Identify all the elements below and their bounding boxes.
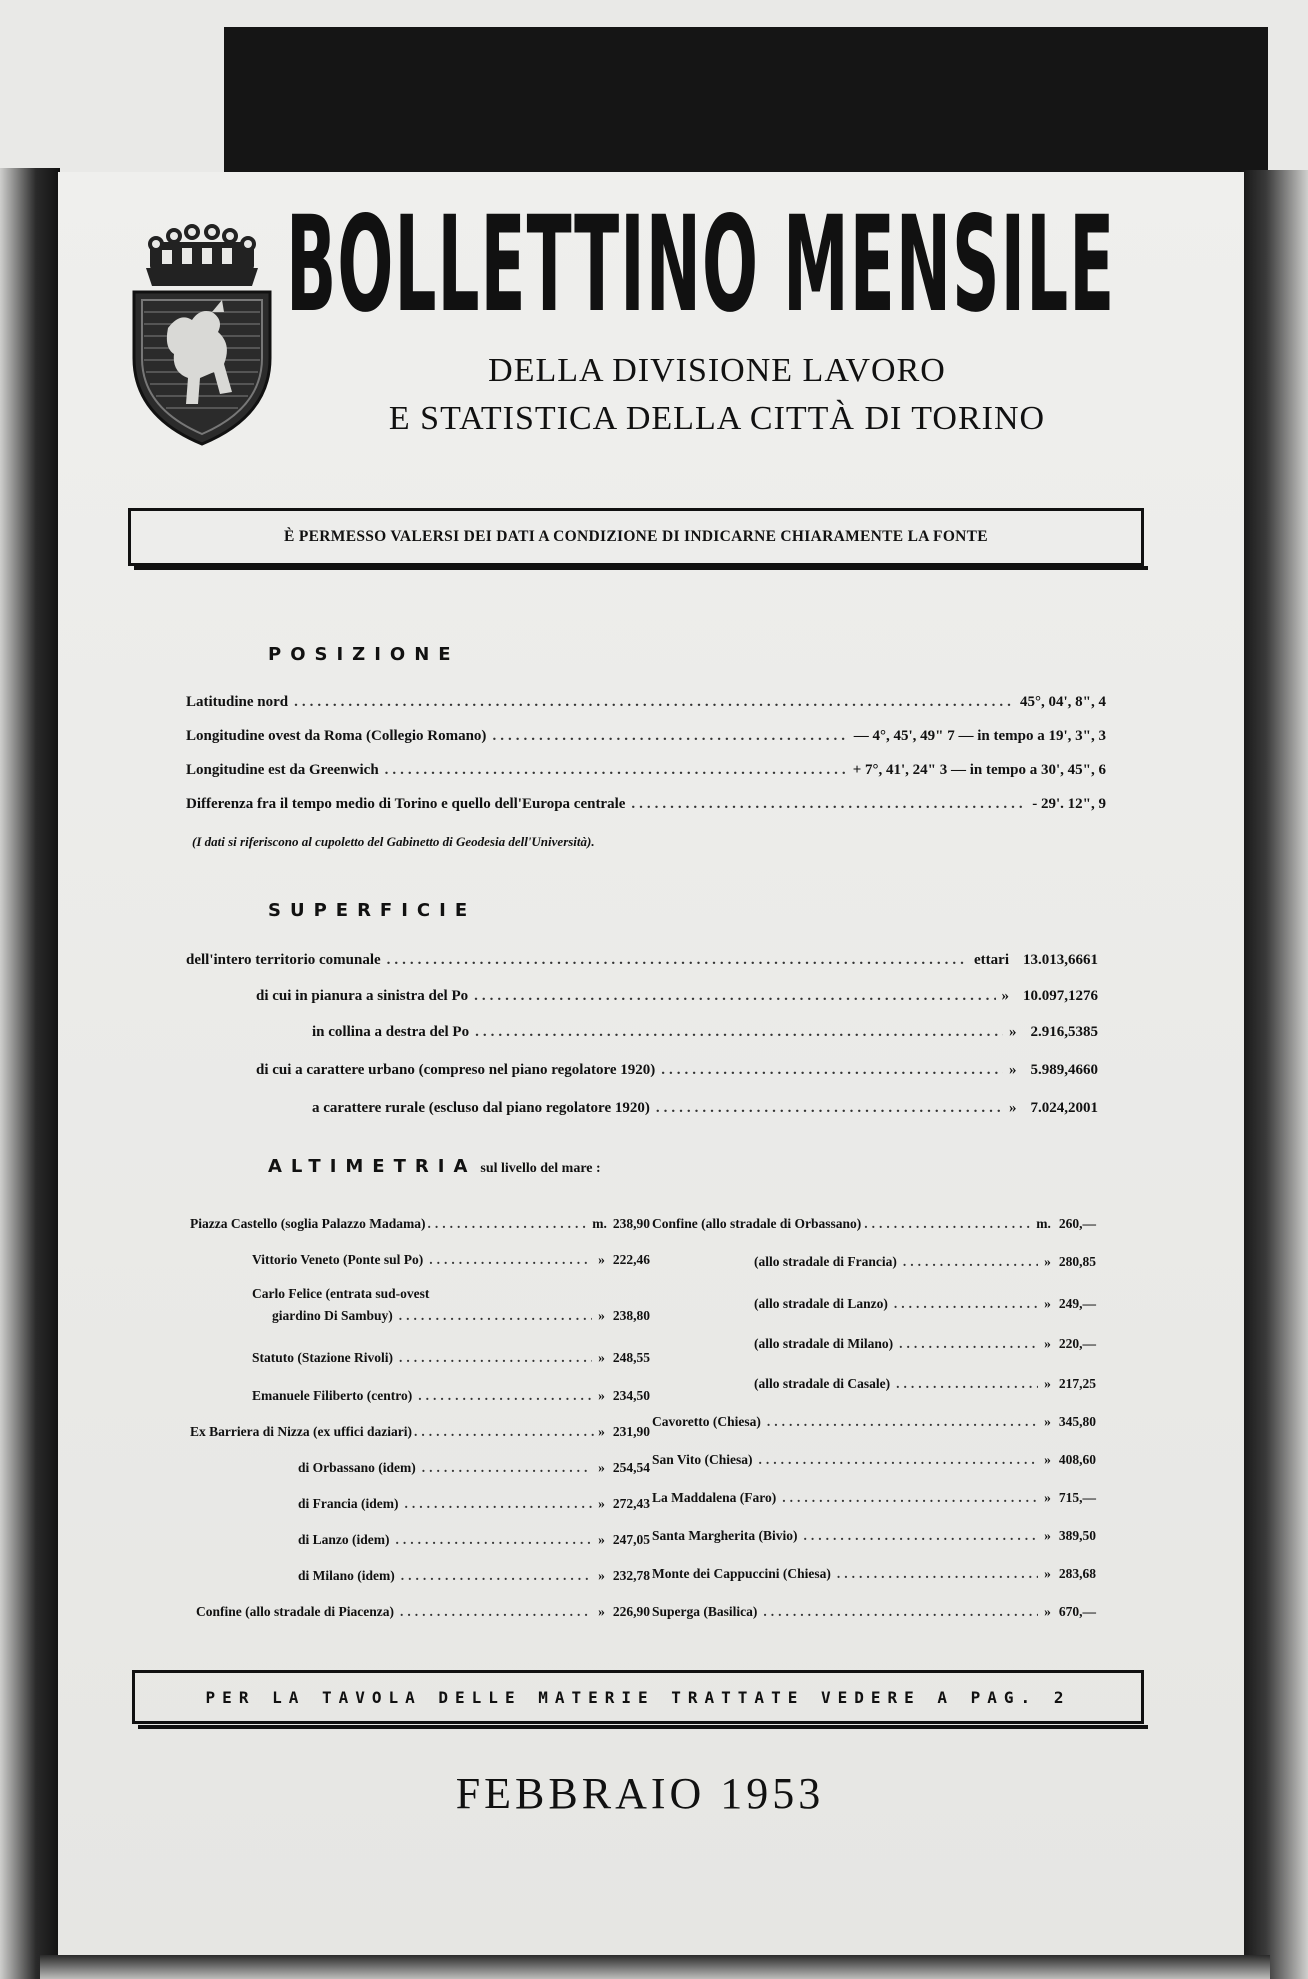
- posizione-row: Longitudine est da Greenwich ..... + 7°, 41', 24" 3 — in tempo a 30', 45", 6: [186, 762, 1106, 779]
- posizione-row: Differenza fra il tempo medio di Torino e quello dell'Europa centrale ..... - 29'. 12", 9: [186, 796, 1106, 813]
- altimetria-left-row: giardino Di Sambuy) ..... » 238,80: [272, 1308, 650, 1324]
- posizione-row: Latitudine nord ..... 45°, 04', 8", 4: [186, 694, 1106, 711]
- section-heading-posizione: POSIZIONE: [268, 644, 460, 665]
- scan-dark-border-right: [1238, 170, 1308, 1979]
- altimetria-subheading: sul livello del mare :: [480, 1161, 601, 1176]
- altimetria-right-row: Cavoretto (Chiesa) ..... » 345,80: [652, 1414, 1096, 1430]
- altimetria-right-row: Monte dei Cappuccini (Chiesa) ..... » 283,68: [652, 1566, 1096, 1582]
- superficie-row: di cui in pianura a sinistra del Po ..... » 10.097,1276: [256, 988, 1098, 1005]
- posizione-note: (I dati si riferiscono al cupoletto del Gabinetto di Geodesia dell'Università).: [192, 834, 595, 849]
- altimetria-left-row: di Lanzo (idem) ..... » 247,05: [298, 1532, 650, 1548]
- coat-of-arms-icon: [128, 208, 276, 448]
- altimetria-left-row: di Milano (idem) ..... » 232,78: [298, 1568, 650, 1584]
- subtitle-line-2: E STATISTICA DELLA CITTÀ DI TORINO: [388, 400, 1046, 437]
- subtitle-line-1: DELLA DIVISIONE LAVORO: [488, 352, 946, 389]
- section-heading-altimetria: ALTIMETRIA: [268, 1156, 477, 1177]
- superficie-row: in collina a destra del Po ..... » 2.916,5385: [312, 1024, 1098, 1041]
- altimetria-right-row: (allo stradale di Lanzo) ..... » 249,—: [754, 1296, 1096, 1312]
- superficie-row: di cui a carattere urbano (compreso nel piano regolatore 1920) ..... » 5.989,4660: [256, 1062, 1098, 1079]
- altimetria-right-row: (allo stradale di Casale) ..... » 217,25: [754, 1376, 1096, 1392]
- issue-date: FEBBRAIO 1953: [455, 1769, 825, 1818]
- posizione-row: Longitudine ovest da Roma (Collegio Romano) ..... — 4°, 45', 49" 7 — in tempo a 19', 3", 3: [186, 728, 1106, 745]
- scan-dark-border-bottom: [40, 1955, 1270, 1979]
- usage-notice-box: [128, 508, 1144, 566]
- altimetria-left-row: di Francia (idem) ..... » 272,43: [298, 1496, 650, 1512]
- altimetria-right-row: San Vito (Chiesa) ..... » 408,60: [652, 1452, 1096, 1468]
- bulletin-title: BOLLETTINO MENSILE: [286, 188, 1116, 342]
- altimetria-left-row: Confine (allo stradale di Piacenza) ..... » 226,90: [196, 1604, 650, 1620]
- superficie-row: a carattere rurale (escluso dal piano regolatore 1920) ..... » 7.024,2001: [312, 1100, 1098, 1117]
- altimetria-left-row: Carlo Felice (entrata sud-ovest: [252, 1286, 430, 1301]
- altimetria-right-row: Santa Margherita (Bivio) ..... » 389,50: [652, 1528, 1096, 1544]
- scan-dark-border-top: [224, 27, 1268, 177]
- table-of-contents-notice-box: [132, 1670, 1144, 1724]
- superficie-row: dell'intero territorio comunale ..... ettari 13.013,6661: [186, 952, 1098, 969]
- scan-dark-border-left: [0, 168, 60, 1979]
- altimetria-left-row: Piazza Castello (soglia Palazzo Madama) ..... m. 238,90: [190, 1216, 650, 1232]
- table-of-contents-notice-text: PER LA TAVOLA DELLE MATERIE TRATTATE VEDERE A PAG. 2: [205, 1687, 1071, 1707]
- section-heading-altimetria-group: [268, 1156, 601, 1177]
- section-heading-superficie: SUPERFICIE: [268, 900, 477, 921]
- altimetria-right-row: (allo stradale di Francia) ..... » 280,85: [754, 1254, 1096, 1270]
- altimetria-right-row: La Maddalena (Faro) ..... » 715,—: [652, 1490, 1096, 1506]
- altimetria-right-row: Confine (allo stradale di Orbassano) ..... m. 260,—: [652, 1216, 1096, 1232]
- altimetria-left-row: Emanuele Filiberto (centro) ..... » 234,50: [252, 1388, 650, 1404]
- altimetria-left-row: Statuto (Stazione Rivoli) ..... » 248,55: [252, 1350, 650, 1366]
- altimetria-left-row: Vittorio Veneto (Ponte sul Po) ..... » 222,46: [252, 1252, 650, 1268]
- usage-notice-text: È PERMESSO VALERSI DEI DATI A CONDIZIONE DI INDICARNE CHIARAMENTE LA FONTE: [284, 528, 988, 545]
- altimetria-left-row: di Orbassano (idem) ..... » 254,54: [298, 1460, 650, 1476]
- altimetria-right-row: Superga (Basilica) ..... » 670,—: [652, 1604, 1096, 1620]
- altimetria-left-row: Ex Barriera di Nizza (ex uffici daziari) ..... » 231,90: [190, 1424, 650, 1440]
- altimetria-right-row: (allo stradale di Milano) ..... » 220,—: [754, 1336, 1096, 1352]
